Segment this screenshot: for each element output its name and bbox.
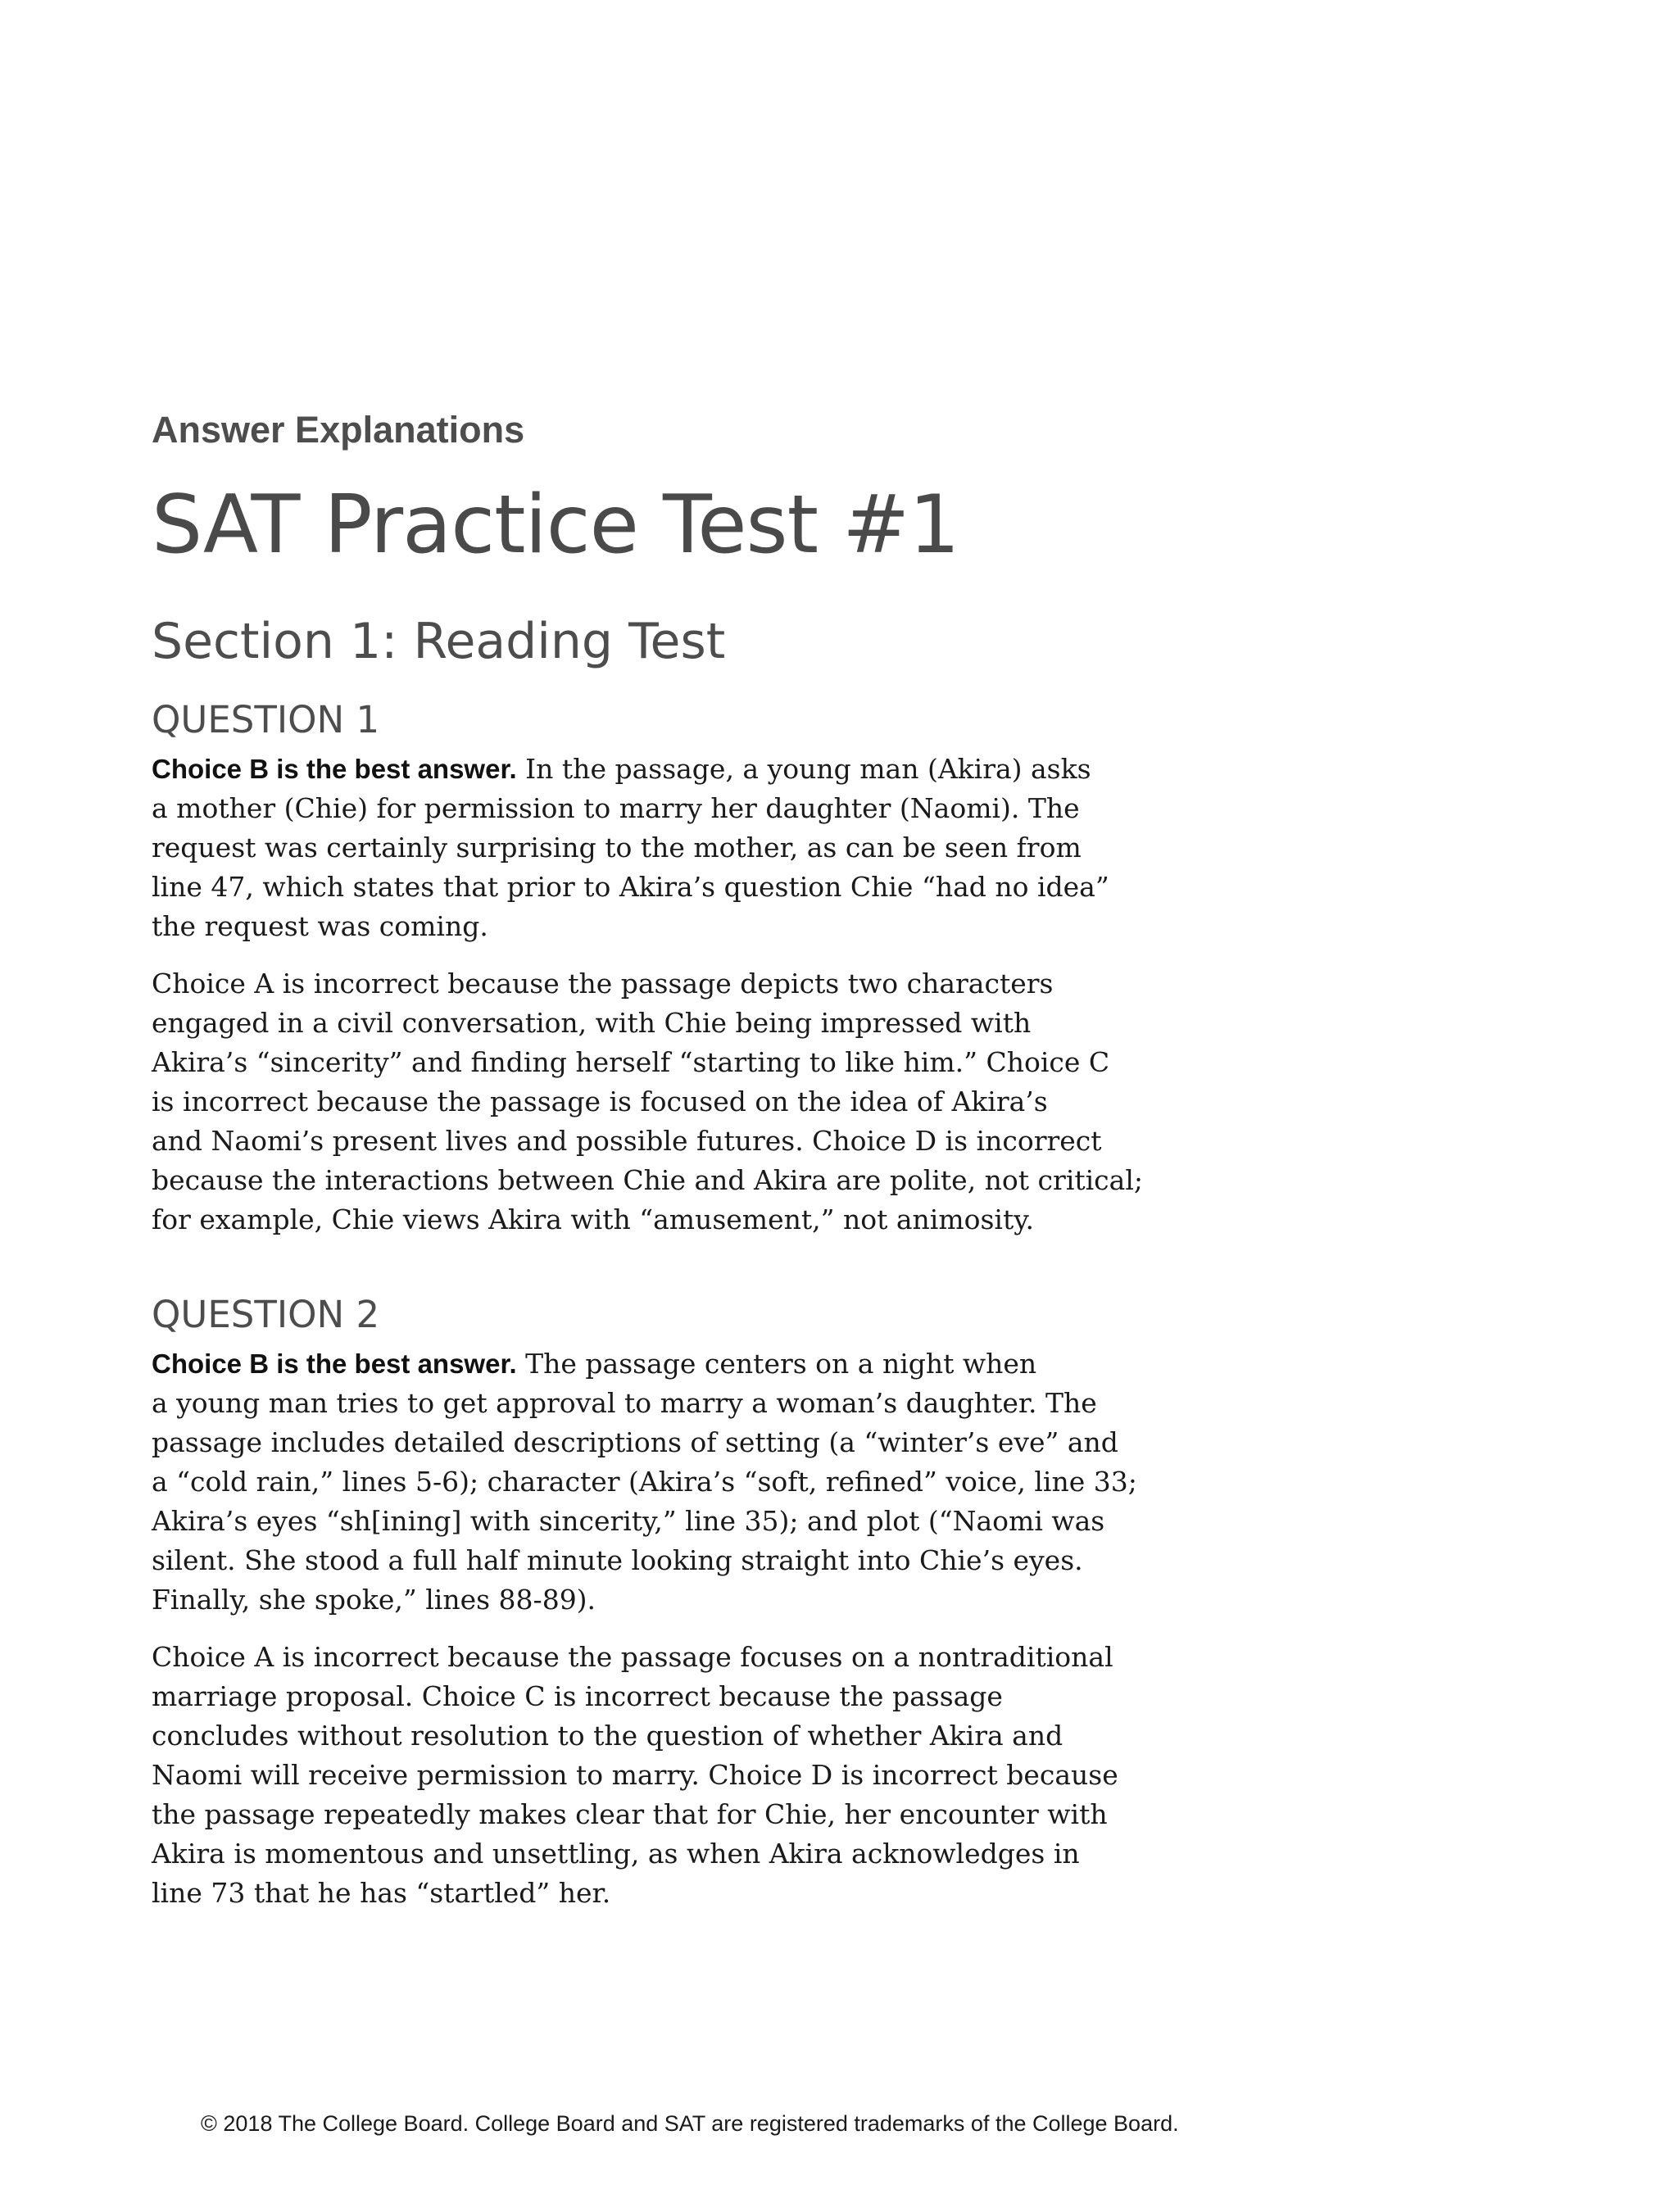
page-content	[152, 406, 1144, 1913]
text-run: In the passage, a young man (Akira) asks	[516, 753, 1091, 785]
question-heading: QUESTION 1	[152, 698, 380, 741]
text-line	[152, 1344, 1094, 1384]
text-line: silent. She stood a full half minute looking straight into Chie’s eyes.	[152, 1544, 1083, 1576]
text-line: Finally, she spoke,” lines 88-89).	[152, 1584, 596, 1616]
text-line: Naomi will receive permission to marry. Choice D is incorrect because	[152, 1759, 1118, 1791]
text-line: the passage repeatedly makes clear that for Chie, her encounter with	[152, 1798, 1108, 1830]
question-1	[152, 696, 1144, 1240]
text-line: marriage proposal. Choice C is incorrect because the passage	[152, 1680, 1003, 1712]
text-line: Akira’s “sincerity” and finding herself “starting to like him.” Choice C	[152, 1046, 1110, 1078]
page-title: SAT Practice Test #1	[152, 478, 959, 572]
document-kicker: Answer Explanations	[152, 409, 525, 451]
answer-lead: Choice B is the best answer.	[152, 1349, 517, 1379]
question-heading: QUESTION 2	[152, 1293, 380, 1336]
text-line: request was certainly surprising to the mother, as can be seen from	[152, 832, 1082, 863]
text-line: Choice A is incorrect because the passage depicts two characters	[152, 968, 1054, 999]
text-line: line 73 that he has “startled” her.	[152, 1877, 611, 1909]
question-2	[152, 1290, 1137, 1913]
text-line: because the interactions between Chie and Akira are polite, not critical;	[152, 1164, 1144, 1196]
text-line: the request was coming.	[152, 910, 488, 942]
text-line: a young man tries to get approval to marry a woman’s daughter. The	[152, 1387, 1097, 1419]
section-title: Section 1: Reading Test	[152, 613, 726, 670]
answer-explanation	[152, 1344, 1137, 1620]
text-line: and Naomi’s present lives and possible futures. Choice D is incorrect	[152, 1125, 1102, 1157]
text-line: is incorrect because the passage is focused on the idea of Akira’s	[152, 1086, 1048, 1117]
answer-explanation	[152, 750, 1109, 946]
incorrect-choices-explanation	[152, 1638, 1118, 1913]
incorrect-choices-explanation	[152, 964, 1144, 1240]
text-line: passage includes detailed descriptions of setting (a “winter’s eve” and	[152, 1426, 1118, 1458]
text-line: a mother (Chie) for permission to marry her daughter (Naomi). The	[152, 792, 1080, 824]
text-line: Choice A is incorrect because the passage focuses on a nontraditional	[152, 1641, 1113, 1673]
text-line: Akira’s eyes “sh[ining] with sincerity,” line 35); and plot (“Naomi was	[152, 1505, 1105, 1537]
text-line: engaged in a civil conversation, with Chie being impressed with	[152, 1007, 1032, 1039]
text-line: line 47, which states that prior to Akira’s question Chie “had no idea”	[152, 871, 1109, 903]
text-line: concludes without resolution to the question of whether Akira and	[152, 1720, 1063, 1752]
copyright-footer: © 2018 The College Board. College Board and SAT are registered trademarks of the College Board.	[201, 2111, 1179, 2136]
text-line	[152, 750, 1094, 789]
text-run: The passage centers on a night when	[516, 1348, 1037, 1380]
text-line: for example, Chie views Akira with “amusement,” not animosity.	[152, 1203, 1034, 1235]
text-line: a “cold rain,” lines 5-6); character (Akira’s “soft, refined” voice, line 33;	[152, 1466, 1137, 1498]
answer-lead: Choice B is the best answer.	[152, 754, 517, 784]
text-line: Akira is momentous and unsettling, as when Akira acknowledges in	[152, 1838, 1080, 1870]
